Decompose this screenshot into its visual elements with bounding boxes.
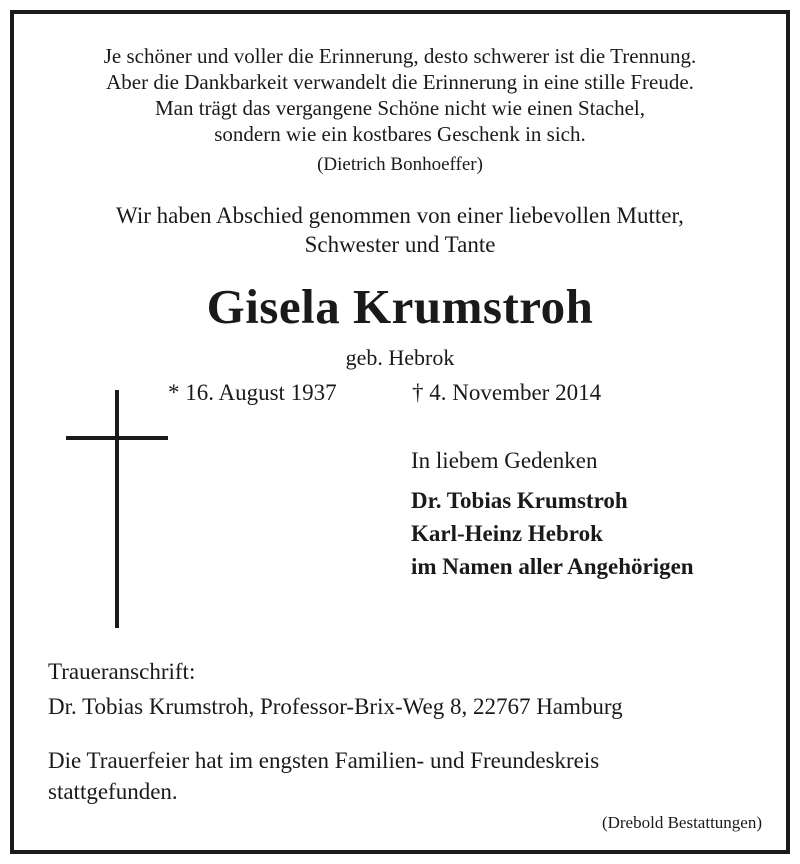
- signer: im Namen aller Angehörigen: [411, 554, 694, 579]
- deceased-name: Gisela Krumstroh: [206, 279, 594, 334]
- funeral-home: (Drebold Bestattungen): [601, 813, 762, 832]
- obituary-frame: [10, 10, 790, 854]
- quote-line: Aber die Dankbarkeit verwandelt die Erinnerung in eine stille Freude.: [106, 70, 694, 94]
- ceremony-line: Die Trauerfeier hat im engsten Familien- und Freundeskreis: [48, 748, 600, 773]
- birth-date: * 16. August 1937: [168, 380, 337, 405]
- address-line: Dr. Tobias Krumstroh, Professor-Brix-Weg 8, 22767 Hamburg: [48, 694, 623, 719]
- death-date: † 4. November 2014: [412, 380, 602, 405]
- signer: Karl-Heinz Hebrok: [411, 521, 603, 546]
- intro-line: Schwester und Tante: [304, 232, 496, 257]
- quote-author: (Dietrich Bonhoeffer): [317, 154, 483, 175]
- address-label: Traueranschrift:: [48, 659, 196, 684]
- maiden-name: geb. Hebrok: [345, 345, 455, 370]
- quote-line: Man trägt das vergangene Schöne nicht wie einen Stachel,: [154, 96, 646, 120]
- cross-icon: [115, 390, 119, 628]
- ceremony-line: stattgefunden.: [48, 779, 178, 804]
- intro-line: Wir haben Abschied genommen von einer liebevollen Mutter,: [116, 203, 684, 228]
- quote-line: Je schöner und voller die Erinnerung, desto schwerer ist die Trennung.: [103, 44, 697, 68]
- memorial-label: In liebem Gedenken: [411, 448, 598, 473]
- quote-line: sondern wie ein kostbares Geschenk in sich.: [214, 122, 586, 146]
- signer: Dr. Tobias Krumstroh: [411, 488, 628, 513]
- cross-icon-bar: [66, 436, 168, 440]
